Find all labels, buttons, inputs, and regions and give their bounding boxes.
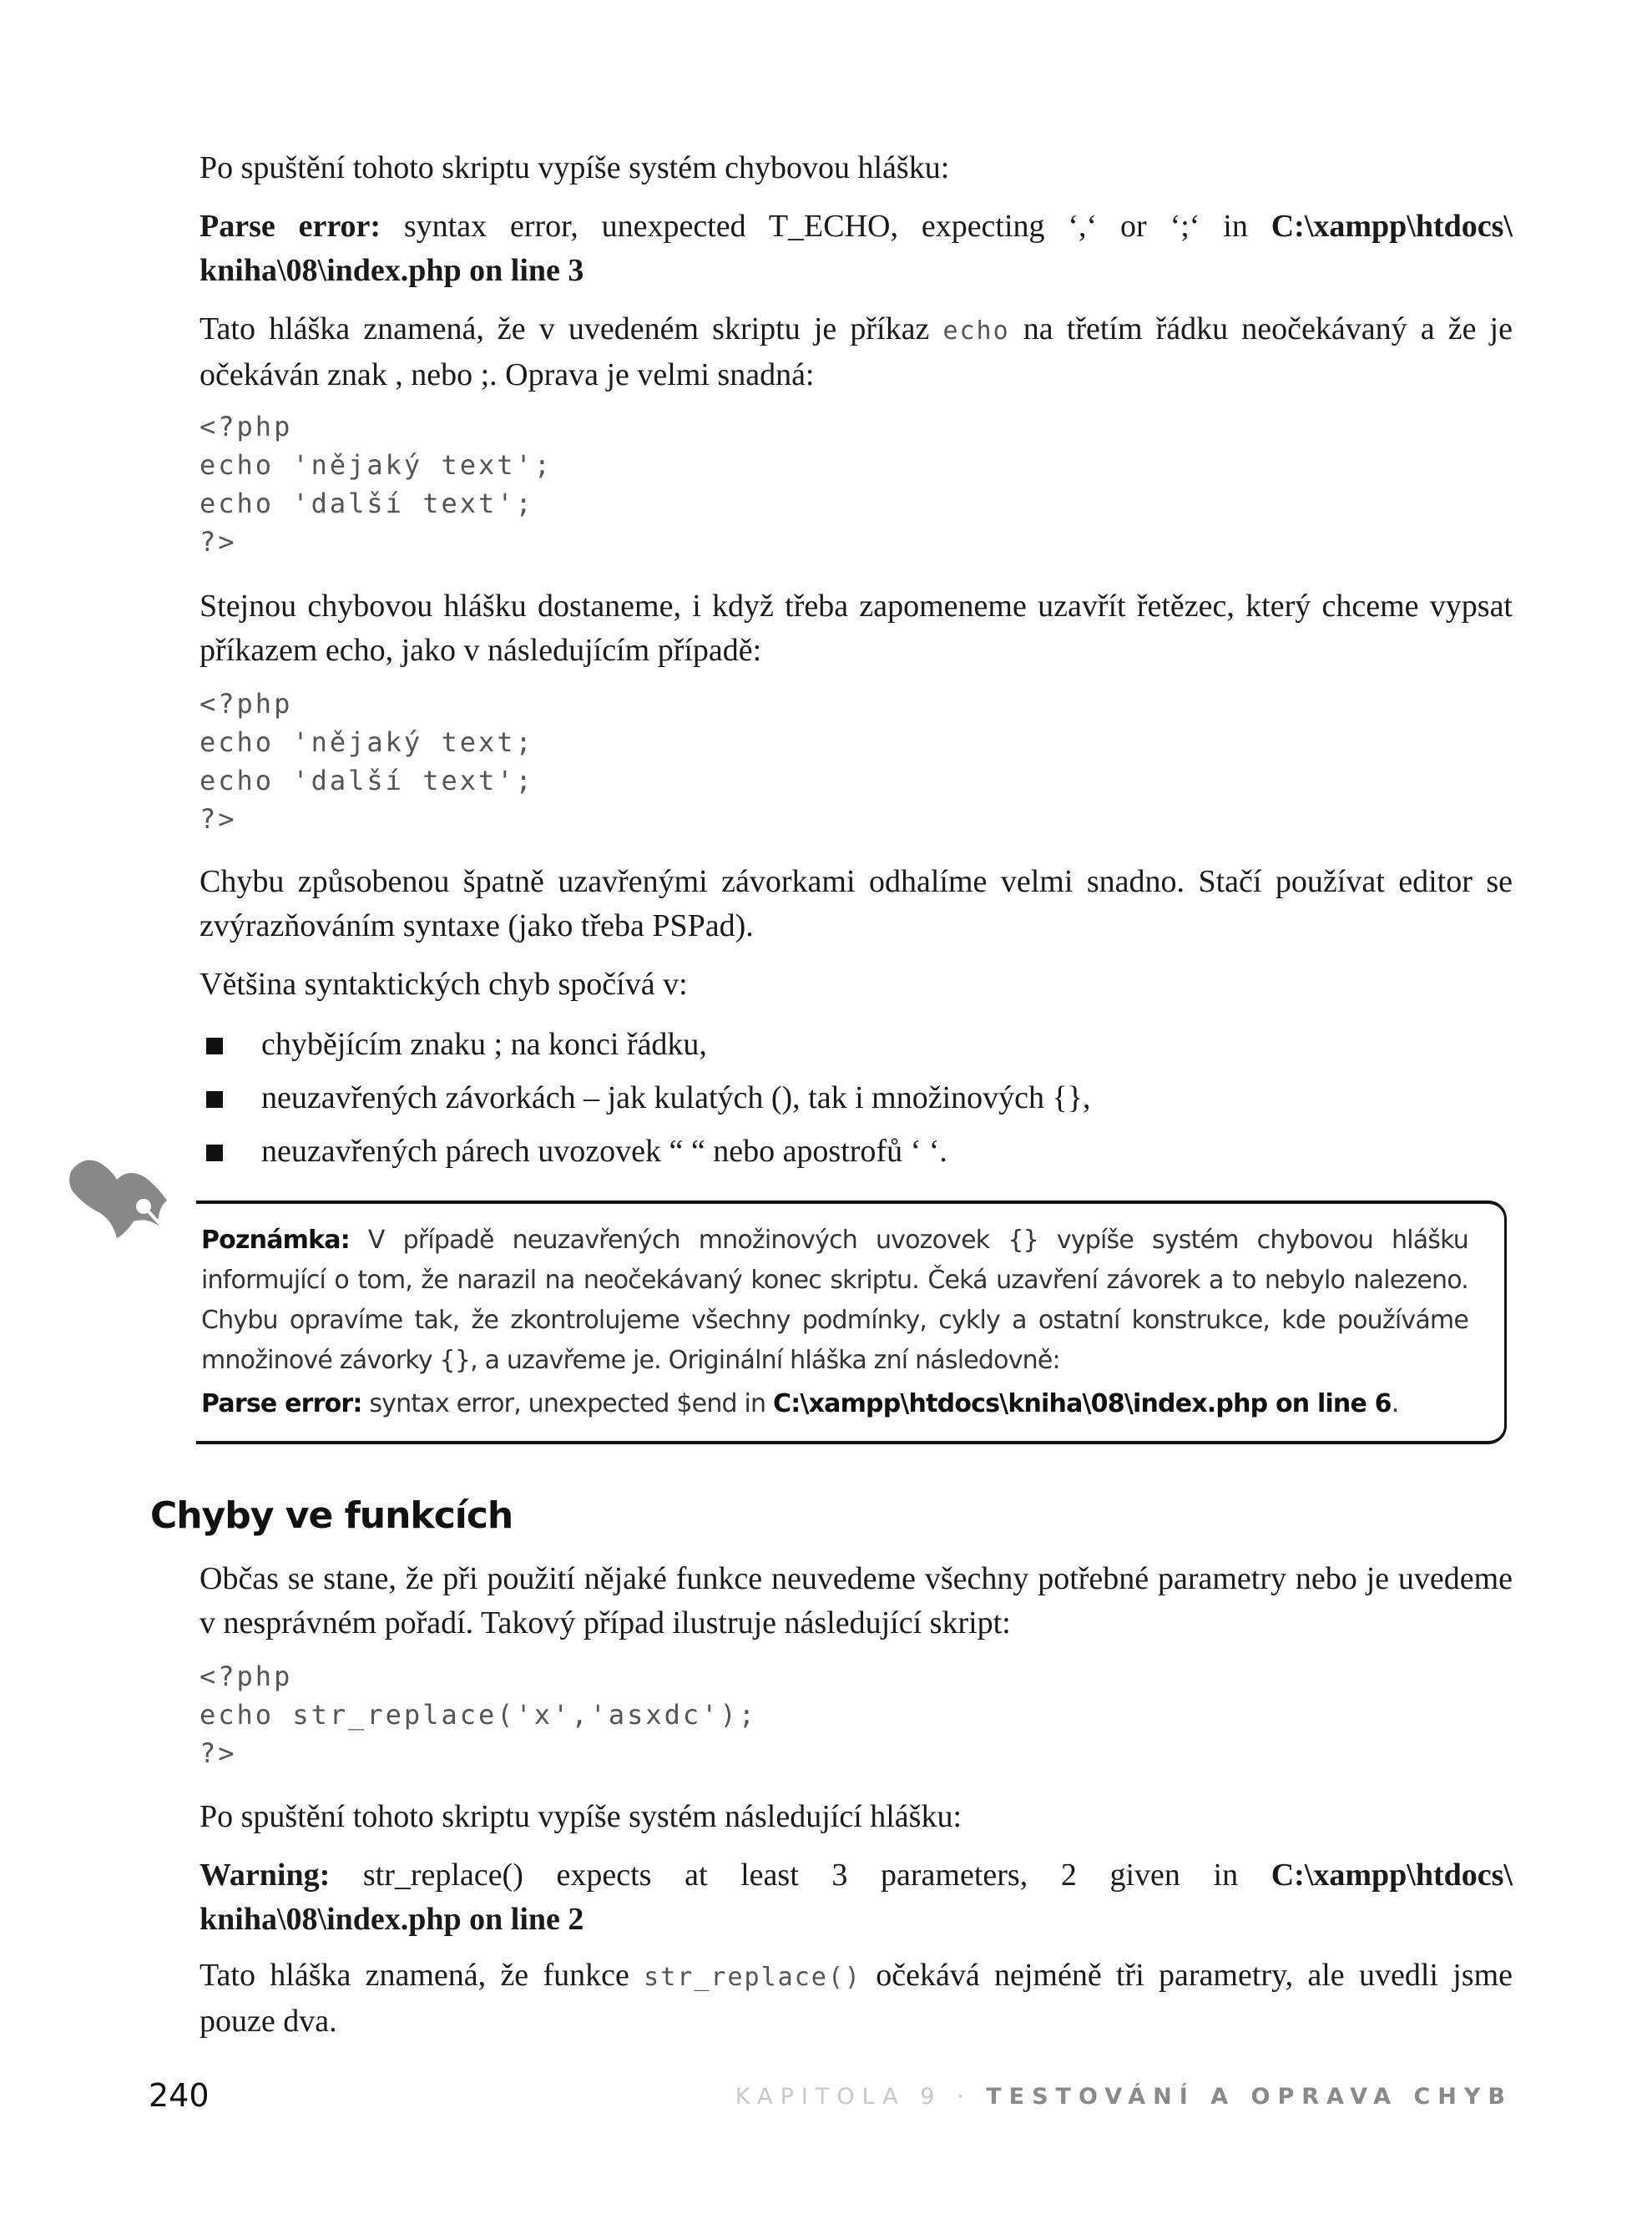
chapter-label: KAPITOLA 9 · — [735, 2084, 987, 2110]
text: na třetím řádku neočekávaný a že je očekáván znak , nebo ;. Oprava je velmi snadná: — [200, 311, 1513, 392]
paragraph: Po spuštění tohoto skriptu vypíše systém chybovou hlášku: — [200, 150, 950, 185]
running-footer — [735, 2084, 1513, 2110]
code-block: <?php echo 'nějaký text; echo 'další text'; ?> — [200, 688, 534, 835]
code-block: <?php echo str_replace('x','asxdc'); ?> — [200, 1660, 757, 1769]
list-item — [200, 1023, 1091, 1076]
paragraph: Chybu způsobenou špatně uzavřenými závorkami odhalíme velmi snadno. Stačí používat editor se zvýrazňováním syntaxe (jako třeba PSPad). — [200, 864, 1513, 943]
bullet-icon — [206, 1091, 223, 1108]
note-text — [201, 1221, 1468, 1381]
error-text: syntax error, unexpected $end in — [361, 1389, 774, 1418]
error-text: syntax error, unexpected T_ECHO, expecting ‘,‘ or ‘;‘ in — [381, 209, 1271, 244]
list-item-text: neuzavřených závorkách – jak kulatých (), tak i množinových {}, — [261, 1080, 1091, 1115]
text: Tato hláška znamená, že v uvedeném skriptu je příkaz — [200, 311, 943, 346]
note-box — [196, 1201, 1507, 1444]
warning-message — [200, 1853, 1513, 1942]
paragraph: Stejnou chybovou hlášku dostaneme, i když třeba zapomeneme uzavřít řetězec, který chceme vypsat příkazem echo, jako v následujícím případě: — [200, 589, 1513, 668]
inline-code: echo — [942, 316, 1010, 346]
bullet-list — [200, 1023, 1091, 1183]
text: očekává nejméně tři parametry, ale uvedli jsme pouze dva. — [200, 1958, 1513, 2039]
text: Tato hláška znamená, že funkce — [200, 1958, 644, 1993]
note-body: V případě neuzavřených množinových uvozovek {} vypíše systém chybovou hlášku informující o tom, že narazil na neočekávaný konec skriptu. Čeká uzavření závorek a to nebylo nalezeno. Chybu opravíme tak, že zkontrolujeme všechny podmínky, cykly a ostatní konstrukce, kde používáme množinové závorky {}, a uzavřeme je. Originální hláška zní následovně: — [201, 1226, 1468, 1375]
error-label: Parse error: — [200, 209, 381, 244]
list-item-text: chybějícím znaku ; na konci řádku, — [261, 1027, 707, 1062]
list-item — [200, 1076, 1091, 1130]
bullet-icon — [206, 1145, 223, 1161]
section-heading: Chyby ve funkcích — [150, 1494, 513, 1537]
list-item-text: neuzavřených párech uvozovek “ “ nebo apostrofů ‘ ‘. — [261, 1134, 947, 1169]
note-error — [201, 1389, 1399, 1418]
note-label: Poznámka: — [201, 1226, 350, 1255]
error-message — [200, 205, 1513, 293]
inline-code: str_replace() — [644, 1963, 861, 1992]
chapter-title: TESTOVÁNÍ A OPRAVA CHYB — [986, 2084, 1513, 2110]
warning-text: str_replace() expects at least 3 parameters, 2 given in — [330, 1858, 1271, 1893]
warning-label: Warning: — [200, 1858, 331, 1893]
warning-path: C:\xampp\htdocs\ kniha\08\index.php on line 2 — [200, 1858, 1513, 1937]
paragraph: Po spuštění tohoto skriptu vypíše systém následující hlášku: — [200, 1799, 962, 1834]
paragraph — [200, 307, 1513, 397]
paragraph: Občas se stane, že při použití nějaké funkce neuvedeme všechny potřebné parametry nebo je uvedeme v nesprávném pořadí. Takový případ ilustruje následující skript: — [200, 1561, 1513, 1640]
error-path: C:\xampp\htdocs\ kniha\08\index.php on line 3 — [200, 209, 1513, 288]
list-item — [200, 1130, 1091, 1183]
error-label: Parse error: — [201, 1389, 362, 1418]
paragraph — [200, 1954, 1513, 2044]
pen-nib-icon — [67, 1155, 184, 1246]
bullet-icon — [206, 1038, 223, 1054]
code-block: <?php echo 'nějaký text'; echo 'další text'; ?> — [200, 411, 553, 558]
error-path: C:\xampp\htdocs\kniha\08\index.php on line 6 — [773, 1389, 1392, 1418]
error-end: . — [1391, 1389, 1399, 1418]
page-number: 240 — [149, 2077, 210, 2114]
paragraph: Většina syntaktických chyb spočívá v: — [200, 967, 688, 1002]
